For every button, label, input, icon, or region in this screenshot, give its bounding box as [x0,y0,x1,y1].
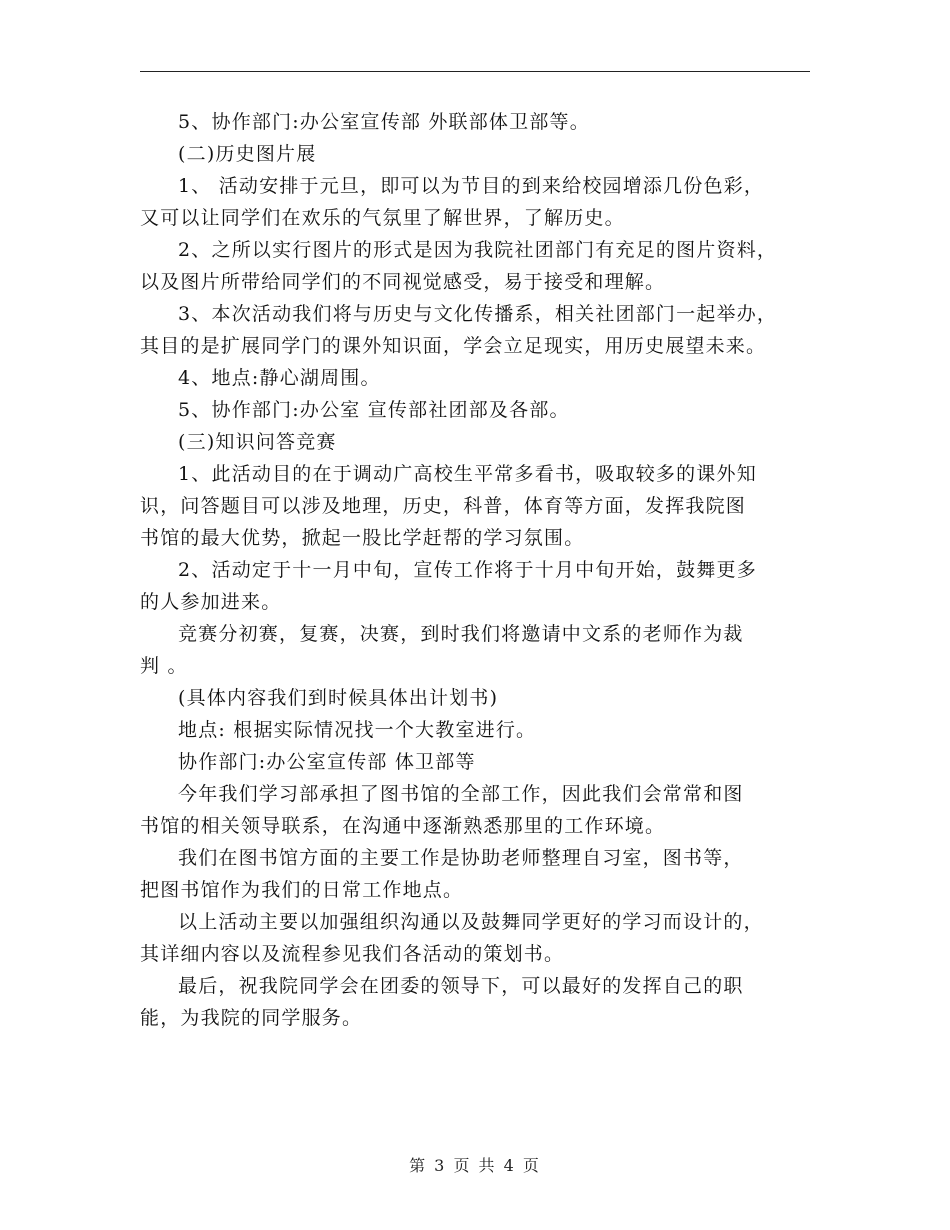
body-line: 5、协作部门:办公室宣传部 外联部体卫部等。 [178,111,590,133]
body-line: 竞赛分初赛，复赛，决赛，到时我们将邀请中文系的老师作为裁 [178,623,744,645]
body-line: 2、活动定于十一月中旬，宣传工作将于十月中旬开始，鼓舞更多 [178,559,757,581]
body-line: 5、协作部门:办公室 宣传部社团部及各部。 [178,399,570,421]
body-line: 1、此活动目的在于调动广高校生平常多看书，吸取较多的课外知 [178,463,757,485]
body-line: 识，问答题目可以涉及地理，历史，科普，体育等方面，发挥我院图 [140,495,747,517]
body-line: 1、 活动安排于元旦，即可以为节目的到来给校园增添几份色彩， [178,175,765,197]
body-line: 能，为我院的同学服务。 [140,1007,363,1029]
body-line: 又可以让同学们在欢乐的气氛里了解世界，了解历史。 [140,207,625,229]
body-line: (二)历史图片展 [178,143,317,165]
body-line: 的人参加进来。 [140,591,282,613]
body-line: 4、地点:静心湖周围。 [178,367,381,389]
header-rule [140,71,810,72]
body-line: (三)知识问答竞赛 [178,431,337,453]
body-line: 我们在图书馆方面的主要工作是协助老师整理自习室，图书等， [178,847,744,869]
document-body [140,106,820,1034]
body-line: 地点: 根据实际情况找一个大教室进行。 [178,719,537,741]
body-line: (具体内容我们到时候具体出计划书) [178,687,499,709]
body-line: 3、本次活动我们将与历史与文化传播系，相关社团部门一起举办， [178,303,778,325]
body-line: 判 。 [140,655,188,677]
body-line: 书馆的相关领导联系，在沟通中逐渐熟悉那里的工作环境。 [140,815,666,837]
body-line: 今年我们学习部承担了图书馆的全部工作，因此我们会常常和图 [178,783,744,805]
body-line: 其详细内容以及流程参见我们各活动的策划书。 [140,943,565,965]
body-line: 书馆的最大优势，掀起一股比学赶帮的学习氛围。 [140,527,585,549]
page-number-footer: 第 3 页 共 4 页 [409,1156,541,1175]
body-line: 其目的是扩展同学门的课外知识面，学会立足现实，用历史展望未来。 [140,335,767,357]
body-line: 以上活动主要以加强组织沟通以及鼓舞同学更好的学习而设计的， [178,911,764,933]
body-line: 以及图片所带给同学们的不同视觉感受，易于接受和理解。 [140,271,666,293]
body-line: 把图书馆作为我们的日常工作地点。 [140,879,464,901]
body-line: 协作部门:办公室宣传部 体卫部等 [178,751,476,773]
body-line: 最后，祝我院同学会在团委的领导下，可以最好的发挥自己的职 [178,975,744,997]
body-line: 2、之所以实行图片的形式是因为我院社团部门有充足的图片资料， [178,239,778,261]
